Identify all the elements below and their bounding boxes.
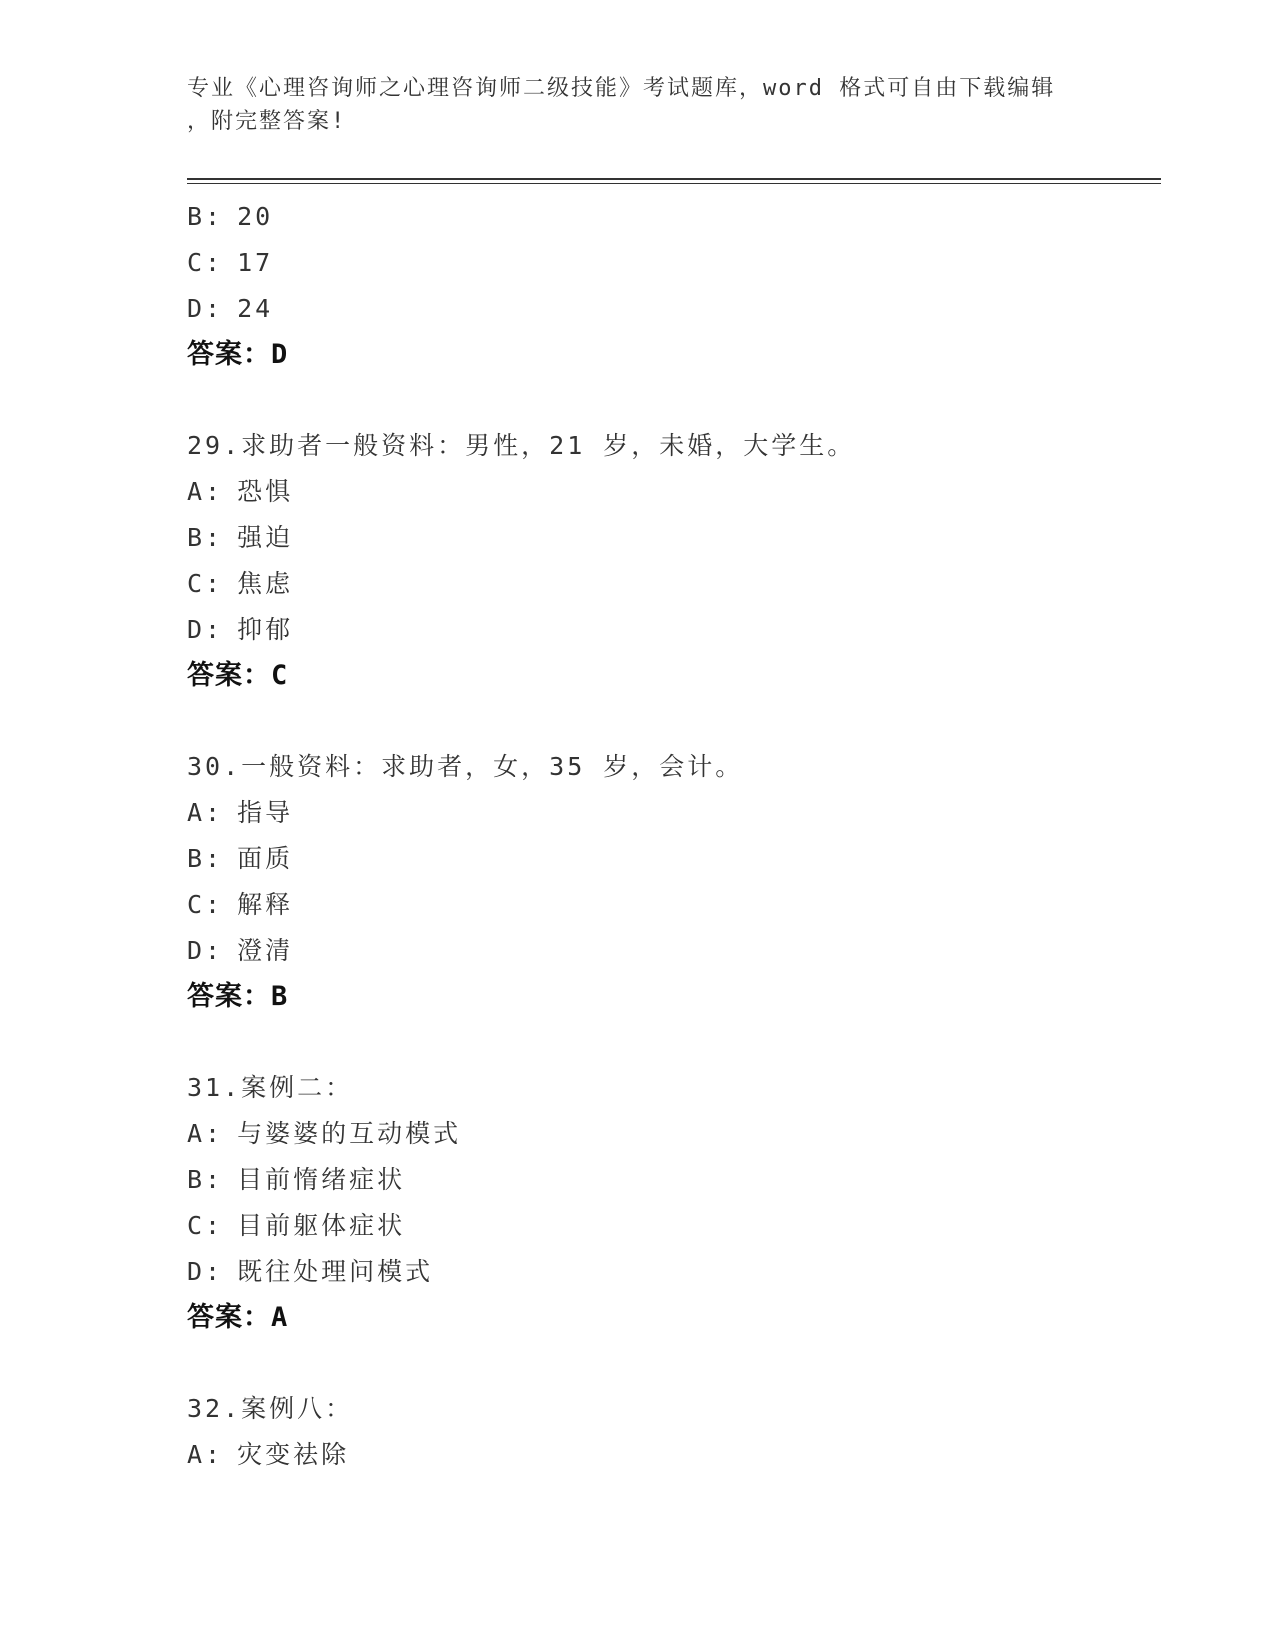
option-letter: D: bbox=[187, 936, 224, 965]
option-text: 强迫 bbox=[237, 523, 294, 552]
question-stem bbox=[187, 423, 1147, 469]
question-number: 29. bbox=[187, 431, 242, 460]
answer: 答案：D bbox=[187, 339, 289, 370]
question-number: 31. bbox=[187, 1073, 242, 1102]
option bbox=[187, 1203, 1147, 1249]
header-divider-thin bbox=[187, 183, 1161, 184]
question-text: 求助者一般资料：男性，21 岁，未婚，大学生。 bbox=[241, 431, 856, 460]
option-text: 抑郁 bbox=[237, 615, 294, 644]
option-text: 20 bbox=[237, 202, 274, 231]
option-text: 焦虑 bbox=[237, 569, 294, 598]
option bbox=[187, 469, 1147, 515]
answer: 答案：C bbox=[187, 660, 289, 691]
option-text: 恐惧 bbox=[237, 477, 294, 506]
option bbox=[187, 882, 1147, 928]
header-divider bbox=[187, 178, 1161, 180]
option-text: 解释 bbox=[237, 890, 294, 919]
option-letter: C: bbox=[187, 569, 224, 598]
question-list bbox=[187, 194, 1147, 1478]
option-text: 灾变祛除 bbox=[237, 1440, 350, 1469]
header-line-1: 专业《心理咨询师之心理咨询师二级技能》考试题库，word 格式可自由下载编辑 bbox=[187, 76, 1056, 101]
question-stem bbox=[187, 1065, 1147, 1111]
question-number: 32. bbox=[187, 1394, 242, 1423]
document-header bbox=[187, 72, 1087, 138]
option bbox=[187, 1111, 1147, 1157]
option-letter: C: bbox=[187, 248, 224, 277]
option-text: 澄清 bbox=[237, 936, 294, 965]
option-letter: A: bbox=[187, 477, 224, 506]
option bbox=[187, 607, 1147, 653]
question-text: 案例八： bbox=[241, 1394, 354, 1423]
question-30 bbox=[187, 744, 1147, 1020]
option-text: 与婆婆的互动模式 bbox=[237, 1119, 462, 1148]
option-letter: B: bbox=[187, 1165, 224, 1194]
option-text: 17 bbox=[237, 248, 274, 277]
option bbox=[187, 240, 1147, 286]
option-letter: D: bbox=[187, 294, 224, 323]
option-text: 24 bbox=[237, 294, 274, 323]
question-continued bbox=[187, 194, 1147, 378]
option-letter: C: bbox=[187, 1211, 224, 1240]
option bbox=[187, 790, 1147, 836]
option-text: 目前躯体症状 bbox=[237, 1211, 406, 1240]
answer: 答案：B bbox=[187, 981, 289, 1012]
option bbox=[187, 1157, 1147, 1203]
option-letter: D: bbox=[187, 615, 224, 644]
option-letter: A: bbox=[187, 1119, 224, 1148]
option-letter: B: bbox=[187, 523, 224, 552]
option-letter: B: bbox=[187, 202, 224, 231]
question-29 bbox=[187, 423, 1147, 699]
option bbox=[187, 836, 1147, 882]
option bbox=[187, 515, 1147, 561]
option-letter: B: bbox=[187, 844, 224, 873]
option bbox=[187, 928, 1147, 974]
option-letter: D: bbox=[187, 1257, 224, 1286]
question-stem bbox=[187, 744, 1147, 790]
header-line-2: ，附完整答案! bbox=[187, 109, 347, 134]
option bbox=[187, 286, 1147, 332]
option-letter: A: bbox=[187, 1440, 224, 1469]
question-stem bbox=[187, 1386, 1147, 1432]
question-number: 30. bbox=[187, 752, 242, 781]
option bbox=[187, 1432, 1147, 1478]
option-letter: A: bbox=[187, 798, 224, 827]
question-31 bbox=[187, 1065, 1147, 1341]
option-text: 目前惰绪症状 bbox=[237, 1165, 406, 1194]
question-text: 一般资料：求助者，女，35 岁，会计。 bbox=[241, 752, 744, 781]
option-text: 面质 bbox=[237, 844, 294, 873]
option-text: 指导 bbox=[237, 798, 294, 827]
question-32 bbox=[187, 1386, 1147, 1478]
option bbox=[187, 1249, 1147, 1295]
option-letter: C: bbox=[187, 890, 224, 919]
question-text: 案例二： bbox=[241, 1073, 354, 1102]
option bbox=[187, 194, 1147, 240]
option bbox=[187, 561, 1147, 607]
option-text: 既往处理问模式 bbox=[237, 1257, 434, 1286]
answer: 答案：A bbox=[187, 1302, 289, 1333]
